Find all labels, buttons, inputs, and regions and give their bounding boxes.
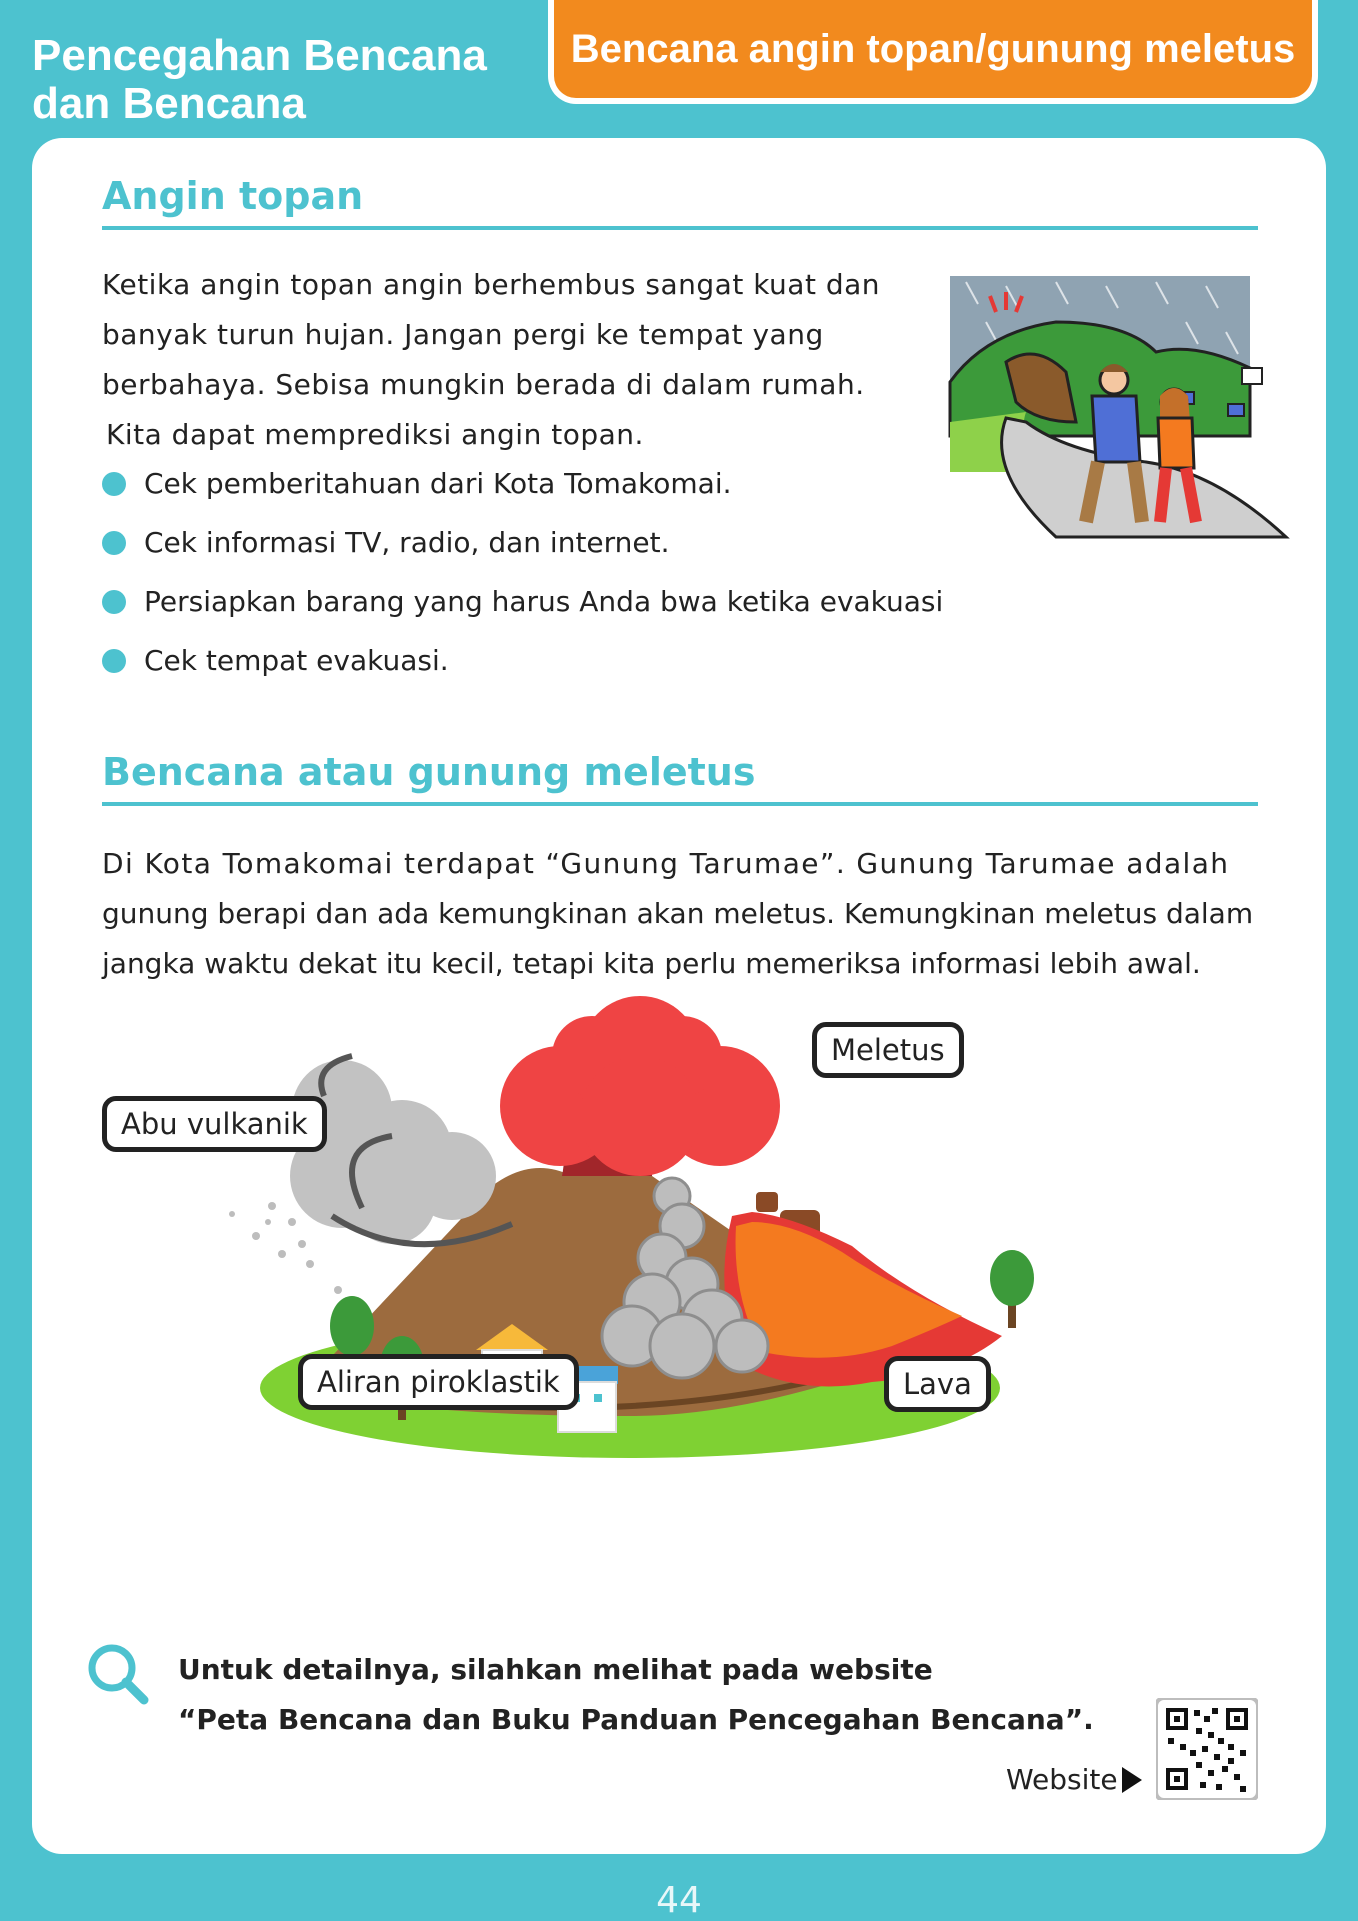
page-title: Pencegahan Bencana dan Bencana (32, 31, 487, 128)
list-item: Persiapkan barang yang harus Anda bwa ketika evakuasi (102, 572, 943, 631)
typhoon-checklist (102, 454, 943, 690)
page-number: 44 (656, 1880, 702, 1921)
footer-line2: “Peta Bencana dan Buku Panduan Pencegahan Bencana”. (178, 1703, 1094, 1736)
list-item: Cek tempat evakuasi. (102, 631, 943, 690)
label-pyroclastic-flow: Aliran piroklastik (298, 1354, 579, 1410)
typhoon-heading: Angin topan (102, 174, 1258, 230)
volcano-intro: Di Kota Tomakomai terdapat “Gunung Tarumae”. Gunung Tarumae adalah gunung berapi dan ada kemungkinan akan meletus. Kemungkinan meletus dalam jangka waktu dekat itu kecil, tetapi kita perlu memeriksa informasi lebih awal. (102, 847, 1254, 980)
bullet-dot-icon (102, 472, 126, 496)
typhoon-intro: Ketika angin topan angin berhembus sangat kuat dan banyak turun hujan. Jangan pergi ke tempat yang berbahaya. Sebisa mungkin berada di dalam rumah. Kita dapat memprediksi angin topan. (102, 268, 881, 451)
bullet-dot-icon (102, 649, 126, 673)
search-icon (82, 1638, 152, 1708)
list-item: Cek informasi TV, radio, dan internet. (102, 513, 943, 572)
volcano-heading: Bencana atau gunung meletus (102, 750, 1258, 806)
label-volcanic-ash: Abu vulkanik (102, 1096, 327, 1152)
label-eruption: Meletus (812, 1022, 964, 1078)
section-tab: Bencana angin topan/gunung meletus (548, 0, 1318, 104)
play-arrow-icon (1122, 1767, 1142, 1793)
list-item: Cek pemberitahuan dari Kota Tomakomai. (102, 454, 943, 513)
label-lava: Lava (884, 1356, 991, 1412)
footer-line1: Untuk detailnya, silahkan melihat pada website (178, 1653, 933, 1686)
typhoon-illustration (946, 272, 1296, 542)
website-link[interactable]: Website (1006, 1763, 1142, 1796)
qr-code-icon[interactable] (1156, 1698, 1258, 1800)
content-card (32, 138, 1326, 1854)
bullet-dot-icon (102, 590, 126, 614)
bullet-dot-icon (102, 531, 126, 555)
